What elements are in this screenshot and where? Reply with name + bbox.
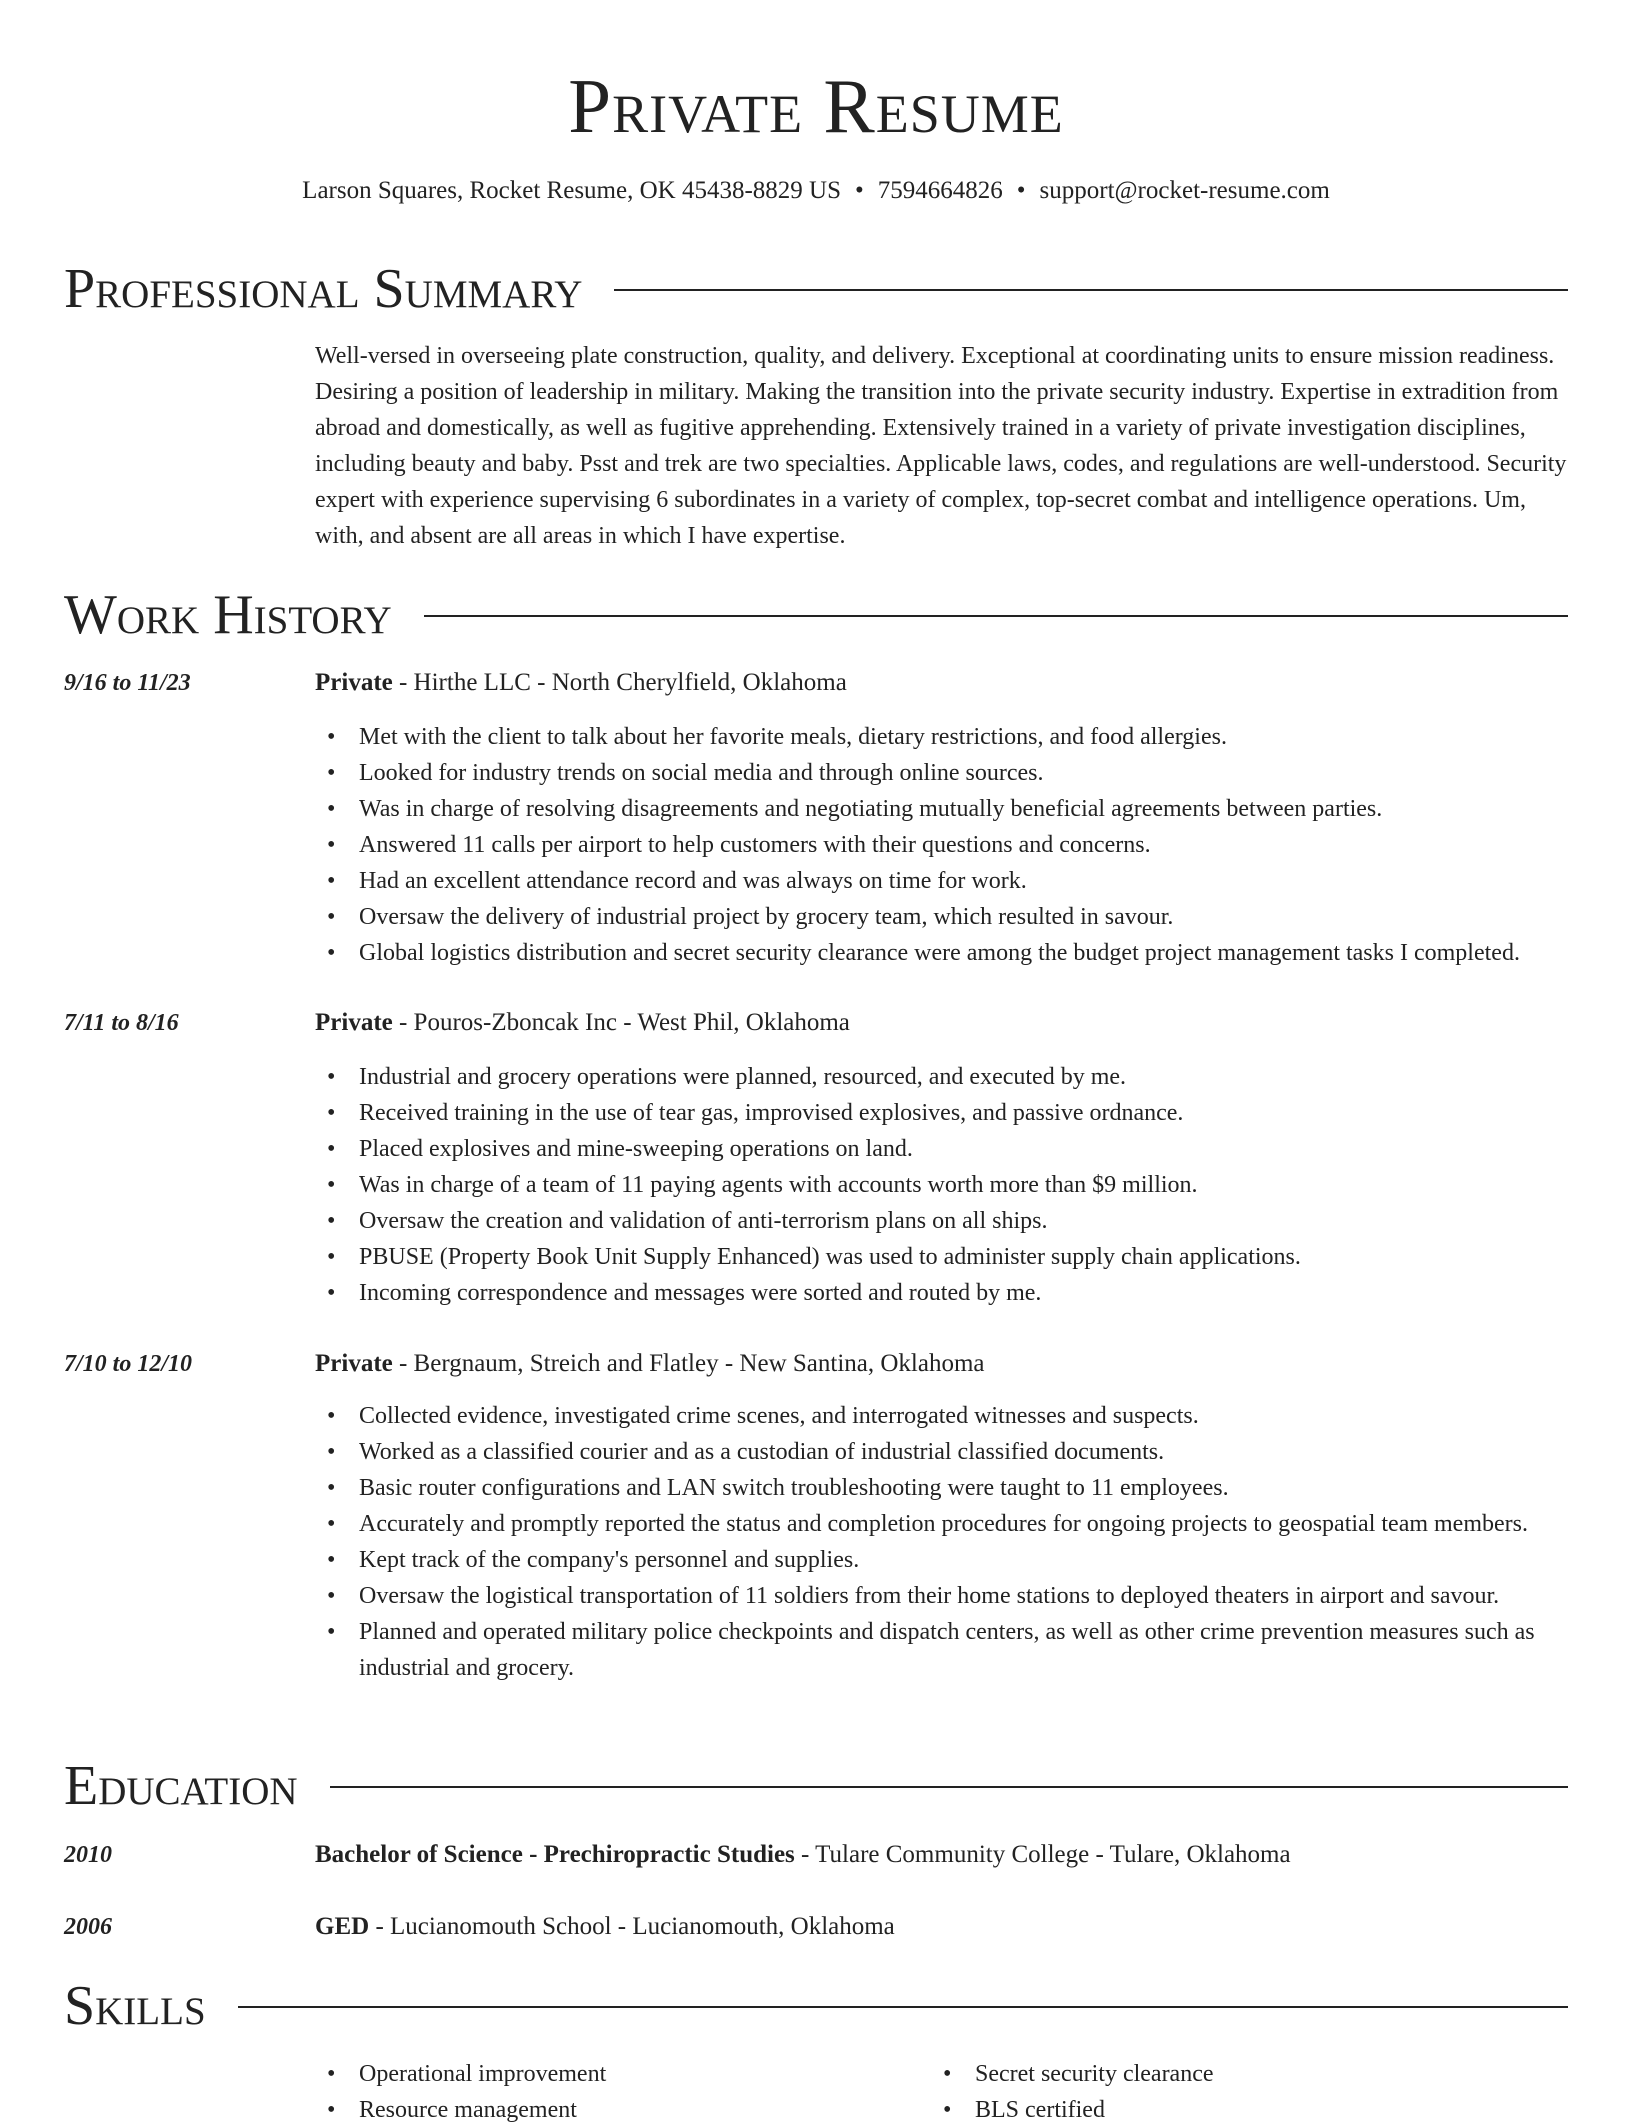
contact-separator: • [1016, 177, 1026, 204]
job-bullets [315, 1398, 1568, 1686]
resume-name: Private Resume [568, 63, 1064, 149]
section-divider [330, 1786, 1568, 1788]
skills-column-right [931, 2056, 1531, 2128]
list-item: • Received training in the use of tear gas, improvised explosives, and passive ordnance. [315, 1095, 1568, 1131]
job-title: Private [315, 669, 393, 696]
list-item: • Looked for industry trends on social media and through online sources. [315, 755, 1568, 791]
job-title-line [315, 665, 1568, 701]
list-item: • Basic router configurations and LAN switch troubleshooting were taught to 11 employees. [315, 1470, 1568, 1506]
list-item: • Industrial and grocery operations were planned, resourced, and executed by me. [315, 1059, 1568, 1095]
job-employer: - Hirthe LLC - North Cherylfield, Oklahoma [392, 669, 847, 696]
job-bullets [315, 719, 1568, 971]
contact-phone: 7594664826 [877, 177, 1003, 204]
section-education [64, 1753, 1568, 1819]
skill-item: • Secret security clearance [931, 2056, 1531, 2092]
job-entry [315, 1005, 1568, 1311]
list-item: • Planned and operated military police checkpoints and dispatch centers, as well as other crime prevention measures such as industrial and grocery. [315, 1614, 1568, 1686]
contact-address: Larson Squares, Rocket Resume, OK 45438-8829 US [302, 177, 841, 204]
skill-item: • Operational improvement [315, 2056, 915, 2092]
job-dates: 7/11 to 8/16 [64, 1010, 179, 1036]
skills-column-left [315, 2056, 915, 2128]
list-item: • Global logistics distribution and secret security clearance were among the budget project management tasks I completed. [315, 935, 1568, 971]
skill-item: • Resource management [315, 2092, 915, 2128]
list-item: • Oversaw the logistical transportation of 11 soldiers from their home stations to deployed theaters in airport and savour. [315, 1578, 1568, 1614]
list-item: • Answered 11 calls per airport to help customers with their questions and concerns. [315, 827, 1568, 863]
education-entry [315, 1837, 1568, 1873]
list-item: • Had an excellent attendance record and was always on time for work. [315, 863, 1568, 899]
list-item: • Oversaw the creation and validation of anti-terrorism plans on all ships. [315, 1203, 1568, 1239]
job-entry [315, 1346, 1568, 1686]
job-title: Private [315, 1350, 393, 1377]
contact-line [0, 175, 1632, 207]
job-entry [315, 665, 1568, 971]
list-item: • Worked as a classified courier and as a custodian of industrial classified documents. [315, 1434, 1568, 1470]
list-item: • PBUSE (Property Book Unit Supply Enhanced) was used to administer supply chain applications. [315, 1239, 1568, 1275]
list-item: • Was in charge of a team of 11 paying agents with accounts worth more than $9 million. [315, 1167, 1568, 1203]
job-title-line [315, 1005, 1568, 1041]
skills-list [931, 2056, 1531, 2128]
summary-text: Well-versed in overseeing plate construction, quality, and delivery. Exceptional at coordinating units to ensure mission readiness. Desiring a position of leadership in military. Making the transition into the private security industry. Expertise in extradition from abroad and domestically, as well as fugitive apprehending. Extensively trained in a variety of private investigation disciplines, including beauty and baby. Psst and trek are two specialties. Applicable laws, codes, and regulations are well-understood. Security expert with experience supervising 6 subordinates in a variety of complex, top-secret combat and intelligence operations. Um, with, and absent are all areas in which I have expertise. [315, 343, 1567, 549]
list-item: • Placed explosives and mine-sweeping operations on land. [315, 1131, 1568, 1167]
section-divider [424, 615, 1568, 617]
education-school: - Tulare Community College - Tulare, Oklahoma [794, 1841, 1291, 1868]
job-title: Private [315, 1009, 393, 1036]
job-dates: 9/16 to 11/23 [64, 670, 191, 696]
list-item: • Collected evidence, investigated crime scenes, and interrogated witnesses and suspects. [315, 1398, 1568, 1434]
job-employer: - Pouros-Zboncak Inc - West Phil, Oklahoma [392, 1009, 850, 1036]
education-degree: GED [315, 1913, 370, 1940]
list-item: • Oversaw the delivery of industrial project by grocery team, which resulted in savour. [315, 899, 1568, 935]
section-work-history [64, 582, 1568, 648]
skill-item: • BLS certified [931, 2092, 1531, 2128]
education-school: - Lucianomouth School - Lucianomouth, Oklahoma [369, 1913, 895, 1940]
skills-list [315, 2056, 915, 2128]
list-item: • Met with the client to talk about her favorite meals, dietary restrictions, and food allergies. [315, 719, 1568, 755]
list-item: • Accurately and promptly reported the status and completion procedures for ongoing projects to geospatial team members. [315, 1506, 1568, 1542]
list-item: • Was in charge of resolving disagreements and negotiating mutually beneficial agreements between parties. [315, 791, 1568, 827]
section-skills [64, 1973, 1568, 2039]
section-professional-summary [64, 256, 1568, 322]
list-item: • Incoming correspondence and messages were sorted and routed by me. [315, 1275, 1568, 1311]
section-title: Professional Summary [64, 258, 583, 320]
section-divider [238, 2006, 1568, 2008]
contact-separator: • [855, 177, 864, 204]
section-title: Education [64, 1755, 298, 1817]
job-bullets [315, 1059, 1568, 1311]
contact-email: support@rocket-resume.com [1039, 177, 1330, 204]
education-year: 2006 [64, 1914, 112, 1940]
job-title-line [315, 1346, 1568, 1382]
job-dates: 7/10 to 12/10 [64, 1351, 193, 1377]
job-employer: - Bergnaum, Streich and Flatley - New Santina, Oklahoma [392, 1350, 985, 1377]
section-title: Work History [64, 584, 392, 646]
education-year: 2010 [64, 1842, 112, 1868]
list-item: • Kept track of the company's personnel and supplies. [315, 1542, 1568, 1578]
section-title: Skills [64, 1975, 206, 2037]
education-entry [315, 1909, 1568, 1945]
education-degree: Bachelor of Science - Prechiropractic Studies [315, 1841, 795, 1868]
section-divider [614, 289, 1568, 291]
